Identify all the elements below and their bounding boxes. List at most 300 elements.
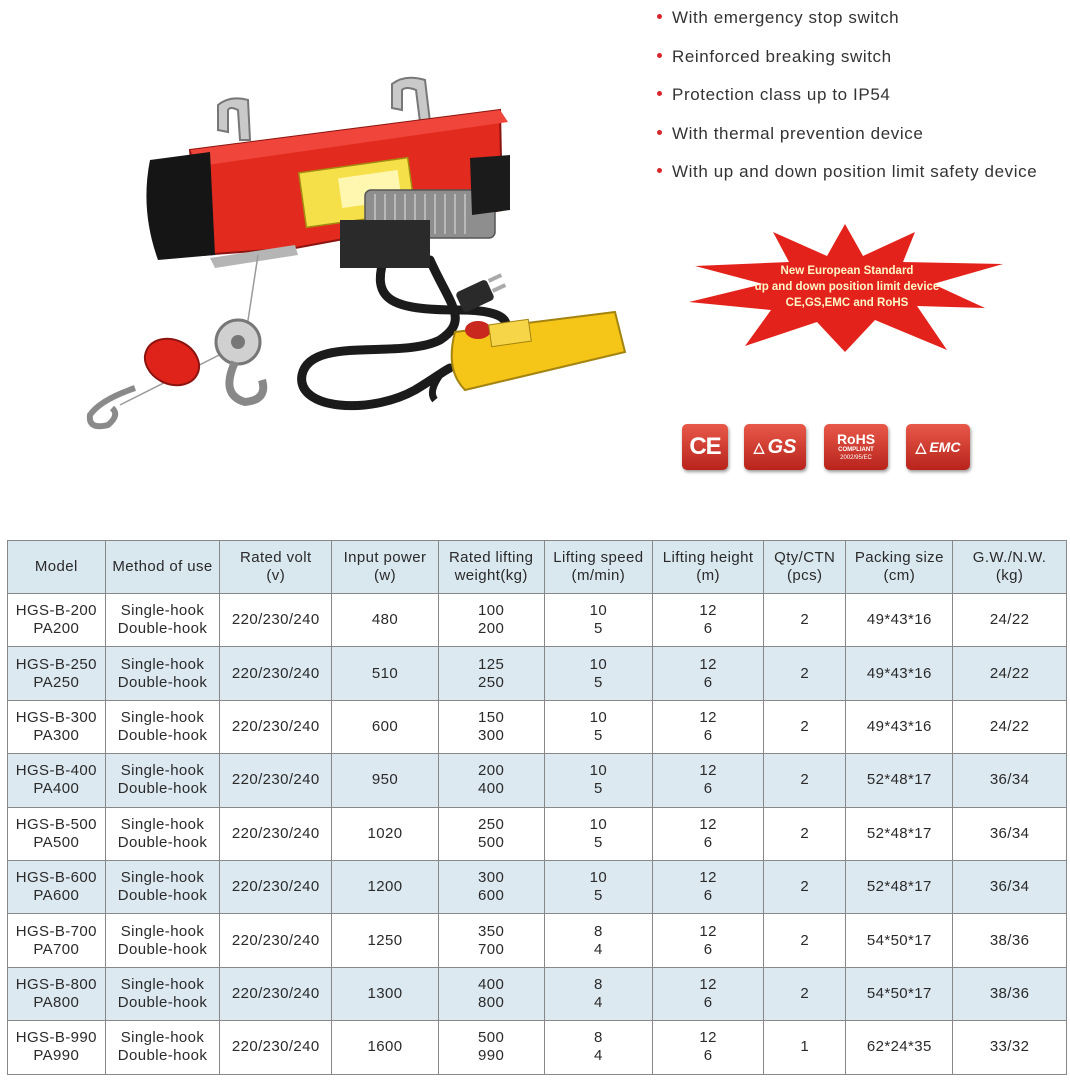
cell-line: 300 bbox=[478, 869, 505, 887]
cell-line: 6 bbox=[703, 833, 713, 851]
cell-line: 10 bbox=[589, 869, 608, 887]
column-header-line: Rated lifting bbox=[448, 549, 534, 566]
cell-line: 990 bbox=[478, 1047, 505, 1065]
cell-line: 2 bbox=[800, 931, 810, 949]
ce-badge bbox=[682, 424, 728, 470]
cell-line: HGS-B-300 bbox=[15, 708, 97, 726]
cell-line: Double-hook bbox=[117, 726, 208, 744]
cell-line: HGS-B-200 bbox=[15, 602, 97, 620]
table-header-row bbox=[8, 541, 1067, 594]
rohs-compliant: COMPLIANT bbox=[838, 447, 874, 453]
cell-qty-ctn bbox=[763, 754, 846, 807]
cell-gross-net-weight bbox=[953, 967, 1067, 1020]
cell-line: 6 bbox=[703, 780, 713, 798]
warning-triangle-icon: △ bbox=[915, 438, 927, 455]
cell-line: Single-hook bbox=[120, 815, 205, 833]
pendant-controller bbox=[432, 312, 625, 400]
cell-line: 6 bbox=[703, 1047, 713, 1065]
emc-mark: EMC bbox=[929, 439, 961, 455]
cell-line: 220/230/240 bbox=[231, 824, 320, 842]
cell-line: 500 bbox=[478, 833, 505, 851]
cell-line: 220/230/240 bbox=[231, 717, 320, 735]
column-header-packing-size bbox=[846, 541, 953, 594]
bullet-icon bbox=[657, 14, 662, 19]
cell-line: 5 bbox=[593, 780, 603, 798]
cell-line: 5 bbox=[593, 726, 603, 744]
column-header-qty-ctn bbox=[763, 541, 846, 594]
cell-method-of-use bbox=[105, 647, 220, 700]
cell-lifting-speed bbox=[544, 594, 653, 647]
feature-item bbox=[655, 8, 1037, 47]
cell-line: 8 bbox=[593, 1029, 603, 1047]
cell-method-of-use bbox=[105, 1021, 220, 1074]
cell-line: Double-hook bbox=[117, 780, 208, 798]
cell-lifting-height bbox=[653, 914, 764, 967]
cell-rated-lifting-weight bbox=[438, 860, 544, 913]
cell-line: 500 bbox=[478, 1029, 505, 1047]
cell-input-power bbox=[332, 914, 439, 967]
cell-line: 250 bbox=[478, 673, 505, 691]
cell-line: Double-hook bbox=[117, 673, 208, 691]
cell-method-of-use bbox=[105, 967, 220, 1020]
table-row bbox=[8, 1021, 1067, 1074]
column-header-line: Qty/CTN bbox=[774, 549, 836, 566]
cell-line: PA200 bbox=[33, 620, 80, 638]
cell-gross-net-weight bbox=[953, 647, 1067, 700]
cell-line: 62*24*35 bbox=[866, 1038, 932, 1056]
cell-line: 1020 bbox=[367, 824, 403, 842]
cell-line: 38/36 bbox=[989, 931, 1030, 949]
cell-line: Single-hook bbox=[120, 975, 205, 993]
cell-gross-net-weight bbox=[953, 914, 1067, 967]
rohs-code: 2002/95/EC bbox=[840, 455, 872, 461]
cell-line: 6 bbox=[703, 887, 713, 905]
cell-line: PA990 bbox=[33, 1047, 80, 1065]
cell-rated-lifting-weight bbox=[438, 754, 544, 807]
cell-line: 100 bbox=[478, 602, 505, 620]
cell-lifting-speed bbox=[544, 860, 653, 913]
cell-line: 1200 bbox=[367, 878, 403, 896]
cell-line: Single-hook bbox=[120, 869, 205, 887]
starburst-line-3: CE,GS,EMC and RoHS bbox=[785, 297, 909, 309]
cell-line: Double-hook bbox=[117, 620, 208, 638]
cell-line: 950 bbox=[371, 771, 399, 789]
cell-line: 10 bbox=[589, 655, 608, 673]
cell-line: 12 bbox=[699, 655, 717, 673]
cell-line: 1300 bbox=[367, 984, 403, 1002]
cell-model bbox=[8, 914, 106, 967]
cell-line: 220/230/240 bbox=[231, 771, 320, 789]
cell-gross-net-weight bbox=[953, 594, 1067, 647]
cell-rated-volt bbox=[220, 1021, 332, 1074]
cell-lifting-height bbox=[653, 967, 764, 1020]
cell-lifting-height bbox=[653, 647, 764, 700]
feature-list bbox=[655, 8, 1037, 201]
cell-input-power bbox=[332, 860, 439, 913]
cell-lifting-speed bbox=[544, 754, 653, 807]
column-header-line: Model bbox=[34, 558, 78, 575]
column-header-line: Rated volt bbox=[239, 549, 312, 566]
cell-line: 12 bbox=[699, 708, 717, 726]
cell-line: Single-hook bbox=[120, 708, 205, 726]
cell-line: Double-hook bbox=[117, 993, 208, 1011]
column-header-line: Lifting height bbox=[662, 549, 754, 566]
cell-line: 300 bbox=[478, 726, 505, 744]
cell-line: 2 bbox=[800, 611, 810, 629]
column-header-lifting-speed bbox=[544, 541, 653, 594]
cell-line: Single-hook bbox=[120, 655, 205, 673]
feature-text: Reinforced breaking switch bbox=[672, 46, 892, 66]
cell-line: PA300 bbox=[33, 726, 80, 744]
column-header-rated-lifting-weight bbox=[438, 541, 544, 594]
cell-line: HGS-B-400 bbox=[15, 762, 97, 780]
cell-line: 8 bbox=[593, 975, 603, 993]
cell-gross-net-weight bbox=[953, 700, 1067, 753]
cell-line: 5 bbox=[593, 833, 603, 851]
column-header-lifting-height bbox=[653, 541, 764, 594]
cell-line: 49*43*16 bbox=[866, 664, 932, 682]
cell-line: 36/34 bbox=[989, 824, 1030, 842]
cell-line: PA500 bbox=[33, 833, 80, 851]
cell-line: 49*43*16 bbox=[866, 611, 932, 629]
feature-item bbox=[655, 47, 1037, 86]
cell-model bbox=[8, 594, 106, 647]
column-header-line: (cm) bbox=[883, 567, 916, 584]
starburst-line-2: up and down position limit device bbox=[754, 281, 940, 293]
column-header-line: (m) bbox=[696, 567, 720, 584]
cell-qty-ctn bbox=[763, 967, 846, 1020]
cell-line: 2 bbox=[800, 824, 810, 842]
cell-line: 800 bbox=[478, 993, 505, 1011]
cell-qty-ctn bbox=[763, 594, 846, 647]
column-header-line: G.W./N.W. bbox=[972, 549, 1047, 566]
emc-badge bbox=[906, 424, 970, 470]
cell-line: 24/22 bbox=[989, 611, 1030, 629]
cell-line: 400 bbox=[478, 780, 505, 798]
cell-line: 5 bbox=[593, 673, 603, 691]
cell-lifting-height bbox=[653, 1021, 764, 1074]
cell-line: PA700 bbox=[33, 940, 80, 958]
cell-rated-volt bbox=[220, 860, 332, 913]
cell-method-of-use bbox=[105, 807, 220, 860]
cell-line: Single-hook bbox=[120, 922, 205, 940]
cell-line: 220/230/240 bbox=[231, 931, 320, 949]
cell-line: 24/22 bbox=[989, 664, 1030, 682]
starburst-line-1: New European Standard bbox=[780, 265, 914, 277]
cell-rated-volt bbox=[220, 647, 332, 700]
cell-line: PA250 bbox=[33, 673, 80, 691]
cell-line: 54*50*17 bbox=[866, 931, 932, 949]
cell-packing-size bbox=[846, 860, 953, 913]
column-header-line: (v) bbox=[266, 567, 286, 584]
cell-line: 54*50*17 bbox=[866, 984, 932, 1002]
cell-lifting-speed bbox=[544, 967, 653, 1020]
cell-line: 4 bbox=[593, 1047, 603, 1065]
feature-text: With up and down position limit safety device bbox=[672, 162, 1038, 181]
cell-line: 1250 bbox=[367, 931, 403, 949]
cell-line: 38/36 bbox=[989, 984, 1030, 1002]
cell-method-of-use bbox=[105, 700, 220, 753]
cell-line: 12 bbox=[699, 762, 717, 780]
feature-text: With thermal prevention device bbox=[672, 123, 924, 143]
table-row bbox=[8, 700, 1067, 753]
column-header-method-of-use bbox=[105, 541, 220, 594]
cell-rated-lifting-weight bbox=[438, 807, 544, 860]
cell-line: 350 bbox=[478, 922, 505, 940]
cell-line: 12 bbox=[699, 922, 717, 940]
cell-input-power bbox=[332, 967, 439, 1020]
cell-model bbox=[8, 967, 106, 1020]
bullet-icon bbox=[657, 168, 662, 173]
column-header-line: (kg) bbox=[995, 567, 1024, 584]
cell-input-power bbox=[332, 700, 439, 753]
cell-line: 4 bbox=[593, 940, 603, 958]
table-row bbox=[8, 807, 1067, 860]
cell-line: 6 bbox=[703, 726, 713, 744]
cell-rated-lifting-weight bbox=[438, 594, 544, 647]
cell-rated-volt bbox=[220, 754, 332, 807]
column-header-line: Method of use bbox=[112, 558, 213, 575]
cell-model bbox=[8, 1021, 106, 1074]
cell-line: PA400 bbox=[33, 780, 80, 798]
hoist-body bbox=[146, 110, 510, 268]
cell-rated-volt bbox=[220, 700, 332, 753]
cell-line: 10 bbox=[589, 815, 608, 833]
cell-line: 2 bbox=[800, 771, 810, 789]
cell-model bbox=[8, 754, 106, 807]
table-row bbox=[8, 914, 1067, 967]
cell-gross-net-weight bbox=[953, 860, 1067, 913]
cell-line: 12 bbox=[699, 602, 717, 620]
cell-method-of-use bbox=[105, 860, 220, 913]
cell-method-of-use bbox=[105, 754, 220, 807]
bullet-icon bbox=[657, 53, 662, 58]
cell-lifting-speed bbox=[544, 647, 653, 700]
cell-line: 49*43*16 bbox=[866, 717, 932, 735]
table-row bbox=[8, 647, 1067, 700]
cell-line: 150 bbox=[478, 708, 505, 726]
cell-line: 10 bbox=[589, 602, 608, 620]
cell-line: 12 bbox=[699, 869, 717, 887]
cell-line: 33/32 bbox=[989, 1038, 1030, 1056]
cell-input-power bbox=[332, 594, 439, 647]
cell-line: 5 bbox=[593, 620, 603, 638]
cell-gross-net-weight bbox=[953, 754, 1067, 807]
cell-rated-volt bbox=[220, 594, 332, 647]
column-header-input-power bbox=[332, 541, 439, 594]
cell-line: 12 bbox=[699, 975, 717, 993]
cell-rated-volt bbox=[220, 967, 332, 1020]
cell-line: 5 bbox=[593, 887, 603, 905]
cell-model bbox=[8, 807, 106, 860]
cell-line: Single-hook bbox=[120, 1029, 205, 1047]
cell-method-of-use bbox=[105, 914, 220, 967]
cell-line: 220/230/240 bbox=[231, 984, 320, 1002]
bullet-icon bbox=[657, 91, 662, 96]
cell-lifting-speed bbox=[544, 807, 653, 860]
cell-line: 400 bbox=[478, 975, 505, 993]
cell-line: 220/230/240 bbox=[231, 878, 320, 896]
cell-line: 8 bbox=[593, 922, 603, 940]
cell-line: HGS-B-800 bbox=[15, 975, 97, 993]
cell-rated-lifting-weight bbox=[438, 914, 544, 967]
cell-lifting-height bbox=[653, 807, 764, 860]
column-header-line: Packing size bbox=[854, 549, 944, 566]
cell-model bbox=[8, 860, 106, 913]
cell-line: 200 bbox=[478, 762, 505, 780]
cell-line: 125 bbox=[478, 655, 505, 673]
cell-packing-size bbox=[846, 700, 953, 753]
column-header-model bbox=[8, 541, 106, 594]
column-header-line: weight(kg) bbox=[454, 567, 528, 584]
cell-line: 2 bbox=[800, 664, 810, 682]
cell-line: 52*48*17 bbox=[866, 824, 932, 842]
cell-line: PA600 bbox=[33, 887, 80, 905]
cell-qty-ctn bbox=[763, 914, 846, 967]
feature-item bbox=[655, 162, 1037, 201]
cell-rated-volt bbox=[220, 807, 332, 860]
cell-lifting-height bbox=[653, 860, 764, 913]
cell-packing-size bbox=[846, 914, 953, 967]
cell-line: HGS-B-250 bbox=[15, 655, 97, 673]
rohs-mark: RoHS bbox=[836, 431, 876, 447]
column-header-line: Input power bbox=[343, 549, 427, 566]
cell-model bbox=[8, 700, 106, 753]
cell-line: 2 bbox=[800, 878, 810, 896]
cell-lifting-height bbox=[653, 594, 764, 647]
cell-line: 10 bbox=[589, 762, 608, 780]
cell-line: 600 bbox=[371, 717, 399, 735]
column-header-gross-net-weight bbox=[953, 541, 1067, 594]
feature-text: With emergency stop switch bbox=[672, 8, 900, 27]
cell-input-power bbox=[332, 754, 439, 807]
cell-line: 12 bbox=[699, 1029, 717, 1047]
cell-line: 6 bbox=[703, 673, 713, 691]
cell-qty-ctn bbox=[763, 1021, 846, 1074]
table-body bbox=[8, 594, 1067, 1075]
warning-triangle-icon: △ bbox=[753, 438, 765, 455]
cell-packing-size bbox=[846, 1021, 953, 1074]
feature-item bbox=[655, 85, 1037, 124]
cell-line: 220/230/240 bbox=[231, 1038, 320, 1056]
feature-item bbox=[655, 124, 1037, 163]
cell-method-of-use bbox=[105, 594, 220, 647]
cell-line: Double-hook bbox=[117, 833, 208, 851]
lifting-hook bbox=[90, 330, 207, 426]
cell-line: 36/34 bbox=[989, 771, 1030, 789]
cell-rated-lifting-weight bbox=[438, 967, 544, 1020]
cell-line: Double-hook bbox=[117, 940, 208, 958]
cell-line: 6 bbox=[703, 993, 713, 1011]
cell-line: 510 bbox=[371, 664, 399, 682]
cell-line: 700 bbox=[478, 940, 505, 958]
cell-line: PA800 bbox=[33, 993, 80, 1011]
cell-line: 6 bbox=[703, 620, 713, 638]
cell-lifting-speed bbox=[544, 700, 653, 753]
cell-line: HGS-B-990 bbox=[15, 1029, 97, 1047]
cell-line: HGS-B-600 bbox=[15, 869, 97, 887]
cell-lifting-height bbox=[653, 754, 764, 807]
cell-line: 1600 bbox=[367, 1038, 403, 1056]
cell-lifting-speed bbox=[544, 914, 653, 967]
cell-line: 52*48*17 bbox=[866, 771, 932, 789]
cell-input-power bbox=[332, 1021, 439, 1074]
cell-line: HGS-B-500 bbox=[15, 815, 97, 833]
ce-mark: CE bbox=[689, 433, 721, 460]
cell-line: 600 bbox=[478, 887, 505, 905]
cell-gross-net-weight bbox=[953, 807, 1067, 860]
cell-line: Double-hook bbox=[117, 887, 208, 905]
cell-gross-net-weight bbox=[953, 1021, 1067, 1074]
cell-input-power bbox=[332, 647, 439, 700]
cell-lifting-height bbox=[653, 700, 764, 753]
column-header-line: (m/min) bbox=[571, 567, 626, 584]
pulley-block bbox=[216, 320, 263, 402]
gs-mark: GS bbox=[767, 435, 797, 458]
column-header-rated-volt bbox=[220, 541, 332, 594]
cell-line: 2 bbox=[800, 717, 810, 735]
cell-qty-ctn bbox=[763, 647, 846, 700]
cell-rated-lifting-weight bbox=[438, 1021, 544, 1074]
standard-starburst bbox=[685, 222, 1005, 354]
cell-rated-lifting-weight bbox=[438, 700, 544, 753]
cell-line: 4 bbox=[593, 993, 603, 1011]
cell-rated-lifting-weight bbox=[438, 647, 544, 700]
cell-line: Single-hook bbox=[120, 602, 205, 620]
cell-line: 480 bbox=[371, 611, 399, 629]
cell-qty-ctn bbox=[763, 700, 846, 753]
cell-line: 220/230/240 bbox=[231, 611, 320, 629]
table-row bbox=[8, 754, 1067, 807]
column-header-line: Lifting speed bbox=[553, 549, 644, 566]
cell-input-power bbox=[332, 807, 439, 860]
column-header-line: (w) bbox=[373, 567, 396, 584]
cell-line: HGS-B-700 bbox=[15, 922, 97, 940]
cell-line: 200 bbox=[478, 620, 505, 638]
cell-packing-size bbox=[846, 594, 953, 647]
cell-rated-volt bbox=[220, 914, 332, 967]
cell-line: 250 bbox=[478, 815, 505, 833]
cell-line: 12 bbox=[699, 815, 717, 833]
cell-packing-size bbox=[846, 754, 953, 807]
cell-line: 1 bbox=[800, 1038, 810, 1056]
cell-line: 2 bbox=[800, 984, 810, 1002]
bullet-icon bbox=[657, 130, 662, 135]
cell-packing-size bbox=[846, 807, 953, 860]
cell-qty-ctn bbox=[763, 860, 846, 913]
cell-model bbox=[8, 647, 106, 700]
cell-line: 6 bbox=[703, 940, 713, 958]
table-row bbox=[8, 860, 1067, 913]
cell-line: Double-hook bbox=[117, 1047, 208, 1065]
table-row bbox=[8, 967, 1067, 1020]
hoist-illustration bbox=[40, 70, 640, 440]
cell-packing-size bbox=[846, 967, 953, 1020]
feature-text: Protection class up to IP54 bbox=[672, 85, 891, 104]
table-row bbox=[8, 594, 1067, 647]
specification-table bbox=[7, 540, 1067, 1075]
cell-line: Single-hook bbox=[120, 762, 205, 780]
cell-lifting-speed bbox=[544, 1021, 653, 1074]
cell-line: 52*48*17 bbox=[866, 878, 932, 896]
gs-badge bbox=[744, 424, 806, 470]
cell-packing-size bbox=[846, 647, 953, 700]
cell-line: 10 bbox=[589, 708, 608, 726]
rohs-badge bbox=[824, 424, 888, 470]
cell-line: 24/22 bbox=[989, 717, 1030, 735]
cell-qty-ctn bbox=[763, 807, 846, 860]
cell-line: 36/34 bbox=[989, 878, 1030, 896]
